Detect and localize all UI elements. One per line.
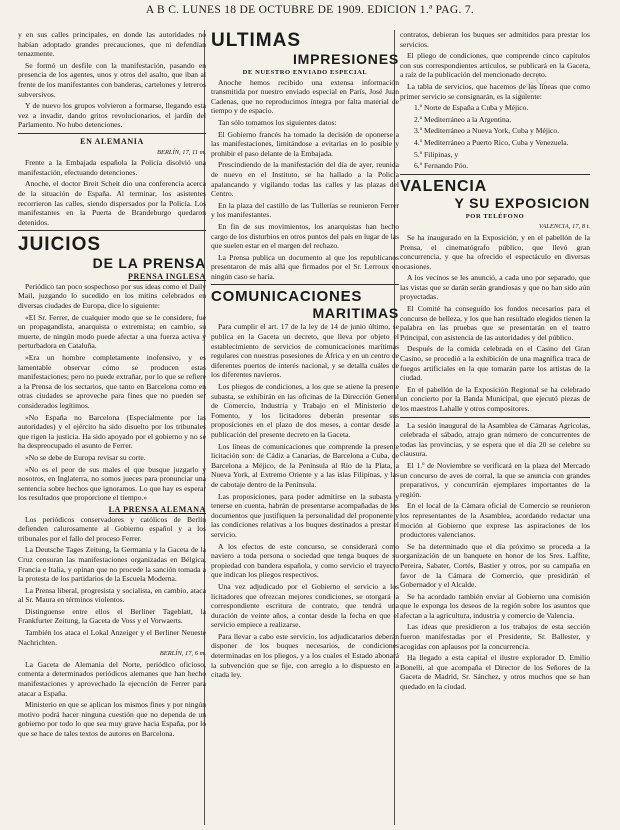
section-heading: PRENSA INGLESA <box>128 272 206 282</box>
paragraph: Los líneas de comunicaciones que comprende la presente licitación son: de Cádiz a Canarias, de Barcelona a Cuba, de Barcelona a Méjico, de la Península al Río de la Plata, a Nueva York, al Extremo Oriente y a las islas Filipinas, y las de cabotaje dentro de la Península. <box>211 441 399 489</box>
paragraph: Se ha inaugurado en la Exposición, y en el pabellón de la Prensa, el cinematógrafo público, que llevó gran concurrencia, y que ha ofrecido el espectáculo en diversas ocasiones. <box>400 232 590 271</box>
paragraph: La Gaceta de Alemania del Norte, periódico oficioso, comenta a determinados periódicos alemanes que han hecho manifestaciones y aprovechado la ejecución de Ferrer para atacar a España. <box>18 659 206 698</box>
paragraph: El 1.º de Noviembre se verificará en la plaza del Mercado un concurso de aves de corral, la que se anuncia con grandes preparativos, y concurrirán ejemplares importantes de la región. <box>400 460 590 499</box>
list-item: 3.º Mediterráneo a Nueva York, Cuba y Méjico. <box>414 126 560 136</box>
paragraph: Periódico tan poco sospechoso por sus ideas como el Daily Mail, juzgando lo sucedido en los mitins celebrados en diversas ciudades de Europa, dice lo siguiente: <box>18 281 206 311</box>
paragraph: Para cumplir el art. 17 de la ley de 14 de junio último, se publica en la Gaceta un decreto, que lleva por objeto el establecimiento de servicios de comunicaciones marítimas regulares con nuestras posesiones de África y en un centro de diferentes puertos de interés nacional, y se detalla cuáles de los diferentes navieros. <box>211 322 399 380</box>
column-3 <box>400 30 590 825</box>
headline: COMUNICACIONES <box>211 288 363 306</box>
divider <box>18 230 206 231</box>
watermark-stamp: ABC <box>513 70 552 104</box>
paragraph: En la plaza del castillo de las Tullerías se reunieron Ferrer y los manifestantes. <box>211 200 399 220</box>
paragraph: »No se debe de Europa revisar su corte. <box>25 452 146 462</box>
section-heading: EN ALEMANIA <box>80 136 144 146</box>
paragraph: Los pliegos de condiciones, a los que se atiene la presente subasta, se exhibirán en las oficinas de la Dirección General de Comercio, Industria y Trabajo en el Ministerio de Fomento, y los licitadores deberán presentar sus proposiciones en el plazo de dos meses, a contar desde la publicación del presente decreto en la Gaceta. <box>211 382 399 439</box>
paragraph: El Comité ha conseguido los fondos necesarios para el concurso de belleza, y los que han resultado elegidos tienen la palabra en las pruebas que se presentarán en el teatro Principal, con asistencia de las autoridades y del público. <box>400 304 590 342</box>
paragraph: Anoche hemos recibido una extensa información transmitida por nuestro enviado especial en París, José Juan Cadenas, que no reproducimos íntegra por falta material de tiempo y de espacio. <box>211 77 399 116</box>
paragraph: A los vecinos se les anunció, a cada uno por separado, que las vistas que se darán serán grandiosas y que no han sido aún proyectadas. <box>400 273 590 302</box>
paragraph: »Era un hombre completamente inofensivo, y es lamentable observar cómo se producen estas manifestaciones; pero no puede extrañar, por lo que se refiere a la Prensa de los sectarios, que tanto en Barcelona como en otras ciudades se aproveche para fines que no pueden ser considerados legítimos. <box>18 353 206 410</box>
headline: DE LA PRENSA <box>92 255 206 272</box>
paragraph: Una vez adjudicado por el Gobierno el servicio a los licitadores que ofrezcan mejores condiciones, se otorgará la correspondiente escritura de contrato, que tendrá una duración de veinte años, a contar desde la fecha en que el servicio empiece a realizarse. <box>211 581 399 630</box>
divider <box>400 174 590 175</box>
paragraph: Anoche, el doctor Breit Scheit dio una conferencia acerca de la situación de España. Al terminar, los asistentes recorrieron las calles, siendo dispersados por la Policía. Los manifestantes en la Puerta de Brandeburgo quedaron detenidos. <box>18 179 206 227</box>
dateline: BERLÍN, 17, 11 m. <box>157 148 206 156</box>
dateline: BERLÍN, 17, 6 m. <box>159 650 206 658</box>
paragraph: Ministerio en que se aplican los mismos fines y por ningún motivo podrá hacer ninguna cuestión que no dependa de un gobierno por todo lo que sea muy grave hacia España, por lo que se hace de tales textos de autores en Barcelona. <box>18 700 206 738</box>
divider <box>400 417 590 418</box>
paragraph: Frente a la Embajada española la Policía disolvió una manifestación, efectuando detenciones. <box>18 158 206 177</box>
paragraph: «El Sr. Ferrer, de cualquier modo que se le considere, fue un propagandista, anarquista o extremista; en cambio, su muerte, de ningún modo puede afectar a una fuerza activa y perturbadora en Cataluña. <box>18 312 206 351</box>
paragraph: »No es el peor de sus males el que busque juzgarlo y nosotros, en Inglaterra, no somos jueces para pronunciar una sentencia sobre hechos que ignoramos. Lo que hay es esperar los resultados que proporcione el tiempo.» <box>18 464 206 503</box>
paragraph: Después de la comida celebrada en el Casino del Gran Casino, se procedió a la exhibición de una magnífica traca de fuegos artificiales en la que tomarán parte los artistas de la ciudad. <box>400 344 590 383</box>
dateline: VALENCIA, 17, 8 t. <box>538 223 590 231</box>
paragraph: La Prensa liberal, progresista y socialista, en cambio, ataca al Sr. Maura en términos violentos. <box>18 585 206 605</box>
service-list <box>400 103 590 171</box>
paragraph: contratos, debieran los buques ser admitidos para prestar los servicios. <box>400 30 590 49</box>
list-item: 1.º Norte de España a Cuba y Méjico. <box>414 103 529 113</box>
paragraph: Para llevar a cabo este servicio, los adjudicatarios deberán disponer de los buques necesarios, de condiciones determinadas en los pliegos, y a los cuales el Estado abonará la subvención que se fije, con arreglo a lo dispuesto en la citada ley. <box>211 631 399 680</box>
paragraph: »No España no Barcelona (Especialmente por las autoridades) y el ejército ha sido disuelto por los tribunales que rigen la justicia. Ha sido apoyado por el gobierno y no se ha despreocupado el asunto de Ferrer. <box>18 412 206 451</box>
paragraph: La Deutsche Tages Zeitung, la Germania y la Gaceta de la Cruz censuran las manifestaciones organizadas en Bélgica, Francia e Italia, y opinan que no procede la sanción tomada a la protesta de los partidarios de la Escuela Moderna. <box>18 545 206 584</box>
paragraph: Distinguense entre ellos el Berliner Tageblatt, la Frankfurter Zeitung, la Gaceta de Voss y el Vorwaerts. <box>18 606 206 626</box>
divider <box>211 284 399 285</box>
headline: ULTIMAS <box>211 30 302 51</box>
paragraph: En el pabellón de la Exposición Regional se ha celebrado un concierto por la Banda Municipal, que ejecutó piezas de los maestros Lahalle y otros compositores. <box>400 384 590 413</box>
page-header: A B C. LUNES 18 DE OCTUBRE DE 1909. EDICION 1.ª PAG. 7. <box>145 4 475 16</box>
headline: IMPRESIONES <box>292 51 399 67</box>
paragraph: y en sus calles principales, en donde las autoridades no habían adoptado grandes precauciones, que ni defendían tenazmente. <box>18 30 206 59</box>
column-2 <box>211 30 399 825</box>
divider <box>18 133 206 134</box>
subheading: POR TELÉFONO <box>465 212 525 220</box>
paragraph: Y de nuevo los grupos volvieron a formarse, llegando esta vez a invadir, dando gritos revolucionarios, el jardín del Parlamento. No hubo detenciones. <box>18 101 206 130</box>
paragraph: Las ideas que presidieron a los trabajos de esta sección fueron manifestadas por el Presidente, Sr. Ballester, y acogidas con aplausos por la concurrencia. <box>400 622 590 651</box>
section-heading: LA PRENSA ALEMANA <box>108 504 206 514</box>
list-item: 5.º Filipinas, y <box>414 149 459 159</box>
paragraph: En fin de sus movimientos, los anarquistas han hecho cargo de los disturbios en otros puntos del país en lugar de las que suelen estar en el margen del rechazo. <box>211 221 399 251</box>
list-item: 6.º Fernando Póo. <box>414 161 469 171</box>
paragraph: Ha llegado a esta capital el ilustre explorador D. Emilio Bonelli, al que acompaña el Director de los Señores de la Gaceta de Madrid, Sr. Sánchez, y otros muchos que se han quedado en la ciudad. <box>400 653 590 692</box>
paragraph: Tan sólo tomamos los siguientes datos: <box>218 117 337 127</box>
paragraph: La sesión inaugural de la Asamblea de Cámaras Agrícolas, celebrada el sábado, atrajo gran número de concurrentes de todas las provincias, y se espera que el día 20 se celebre su clausura. <box>400 420 590 459</box>
paragraph: Se ha determinado que el día próximo se proceda a la organización de un banquete en honor de los Sres. Laffite, Pereira, Sabater, Cortés, Bastier y otros, por su campaña en favor de la Cámara de Comercio, que presidirán el Gobernador y el Alcalde. <box>400 541 590 590</box>
intro-paragraphs <box>18 30 206 130</box>
list-item: 4.º Mediterráneo a Puerto Rico, Cuba y Venezuela. <box>414 137 569 147</box>
paragraph: El pliego de condiciones, que comprende cinco capítulos con sus correspondientes artículos, se publicará en la Gaceta, a raíz de la publicación del mencionado decreto. <box>400 51 590 80</box>
paragraph: La Prensa publica un documento al que los republicanos presentaron de más allá que firmados por el Sr. Lerroux en ningún caso se haría. <box>211 252 399 281</box>
paragraph: Los periódicos conservadores y católicos de Berlín defienden calurosamente al Gobierno español y a los tribunales por el fallo del proceso Ferrer. <box>18 514 206 543</box>
paragraph: Prescindiendo de la manifestación del día de ayer, reunida de nuevo en el Instituto, se ha hallado a la Policía apalancando y vigilando todas las calles y las plazas del Centro. <box>211 160 399 199</box>
paragraph: El Gobierno francés ha tomado la decisión de oponerse a las manifestaciones, limitándose a evitarlas en lo posible y prohibir el paso delante de la Embajada. <box>211 129 399 158</box>
paragraph: Se formó un desfile con la manifestación, pasando en presencia de los agentes, unos y otros del asalto, que iban al frente de los manifestantes con banderas, cartelones y letreros subversivos. <box>18 60 206 99</box>
headline: Y SU EXPOSICION <box>454 194 590 211</box>
column-1 <box>18 30 206 825</box>
paragraph: También los ataca el Lokal Anzeiger y el Berliner Neueste Nachrichten. <box>18 628 206 647</box>
paragraph: Las proposiciones, para poder admitirse en la subasta y tenerse en cuenta, habrán de presentarse acompañadas de los documentos que justifiquen la personalidad del proponente y las condiciones relativas a los buques destinados a prestar el servicio. <box>211 491 399 539</box>
subheading: DE NUESTRO ENVIADO ESPECIAL <box>242 69 368 76</box>
headline: JUICIOS <box>18 234 102 256</box>
headline: VALENCIA <box>400 177 487 195</box>
list-item: 2.º Mediterráneo a la Argentina. <box>414 114 512 124</box>
paragraph: Se ha acordado también enviar al Gobierno una comisión que le exponga los deseos de la región sobre los asuntos que afectan a la agricultura, industria y comercio de Valencia. <box>400 591 590 620</box>
paragraph: A los efectos de este concurso, se considerará como naviero a toda persona o sociedad que tenga buques de su propiedad con bandera española, y como servicio el trayecto que indican los pliegos respectivos. <box>211 541 399 580</box>
headline: MARITIMAS <box>312 305 399 322</box>
paragraph: En el local de la Cámara oficial de Comercio se reunieron los representantes de la Asamblea, acordando redactar una moción al Gobierno que exprese las aspiraciones de los productores valencianos. <box>400 501 590 540</box>
paragraph: La tabla de servicios, que hacemos de las líneas que como primer servicio se consignarán, es la siguiente: <box>400 81 590 101</box>
